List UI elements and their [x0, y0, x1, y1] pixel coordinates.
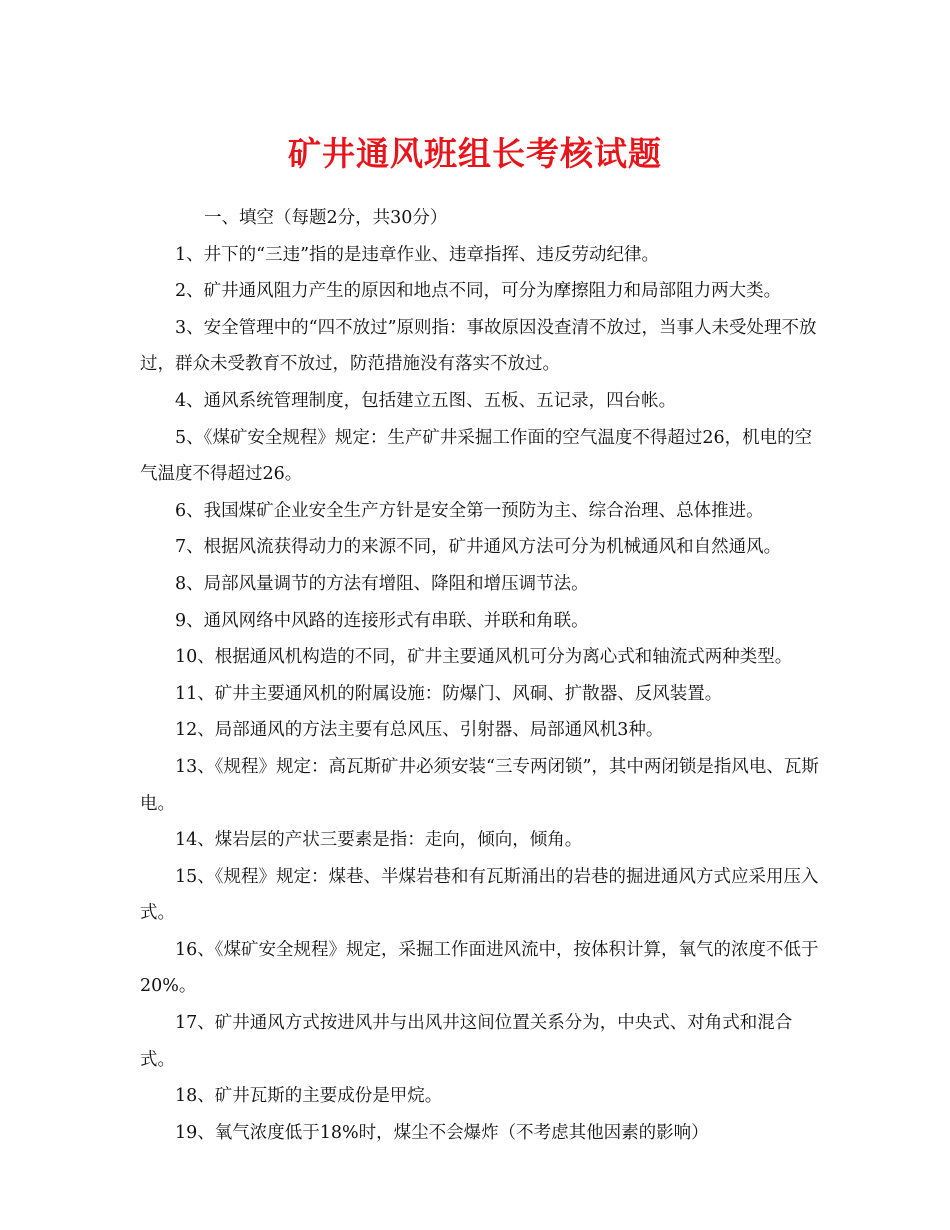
question-item-3: 3、安全管理中的“四不放过”原则指：事故原因没查清不放过，当事人未受处理不放过，群众未受教育不放过，防范措施没有落实不放过。 — [140, 317, 817, 375]
question-item-13: 13、《规程》规定：高瓦斯矿井必须安装“三专两闭锁”，其中两闭锁是指风电、瓦斯电。 — [140, 756, 819, 814]
question-item-12: 12、局部通风的方法主要有总风压、引射器、局部通风机3种。 — [175, 720, 664, 741]
document-title: 矿井通风班组长考核试题 — [288, 134, 662, 173]
question-item-4: 4、通风系统管理制度，包括建立五图、五板、五记录，四台帐。 — [175, 390, 677, 411]
question-item-8: 8、局部风量调节的方法有增阻、降阻和增压调节法。 — [175, 573, 589, 594]
section-heading: 一、填空（每题2分，共30分） — [204, 208, 448, 228]
question-item-9: 9、通风网络中风路的连接形式有串联、并联和角联。 — [175, 610, 589, 631]
question-item-14: 14、煤岩层的产状三要素是指：走向，倾向，倾角。 — [175, 830, 583, 851]
question-item-17: 17、矿井通风方式按进风井与出风井这间位置关系分为，中央式、对角式和混合式。 — [140, 1013, 793, 1070]
question-item-11: 11、矿井主要通风机的附属设施：防爆门、风硐、扩散器、反风装置。 — [175, 683, 723, 704]
question-item-2: 2、矿井通风阻力产生的原因和地点不同，可分为摩擦阻力和局部阻力两大类。 — [175, 281, 782, 302]
question-item-6: 6、我国煤矿企业安全生产方针是安全第一预防为主、综合治理、总体推进。 — [175, 500, 764, 521]
question-item-10: 10、根据通风机构造的不同，矿井主要通风机可分为离心式和轴流式两种类型。 — [175, 647, 793, 668]
question-item-15: 15、《规程》规定：煤巷、半煤岩巷和有瓦斯涌出的岩巷的掘进通风方式应采用压入式。 — [140, 866, 819, 924]
question-item-19: 19、氧气浓度低于18%时，煤尘不会爆炸（不考虑其他因素的影响） — [175, 1122, 709, 1143]
question-item-7: 7、根据风流获得动力的来源不同，矿井通风方法可分为机械通风和自然通风。 — [175, 537, 782, 558]
question-item-5: 5、《煤矿安全规程》规定：生产矿井采掘工作面的空气温度不得超过26，机电的空气温度不得超过26。 — [140, 427, 813, 485]
question-item-16: 16、《煤矿安全规程》规定，采掘工作面进风流中，按体积计算，氧气的浓度不低于20%。 — [140, 939, 819, 997]
document-body — [140, 200, 820, 1151]
question-item-18: 18、矿井瓦斯的主要成份是甲烷。 — [175, 1086, 443, 1107]
question-item-1: 1、井下的“三违”指的是违章作业、违章指挥、违反劳动纪律。 — [175, 244, 660, 265]
